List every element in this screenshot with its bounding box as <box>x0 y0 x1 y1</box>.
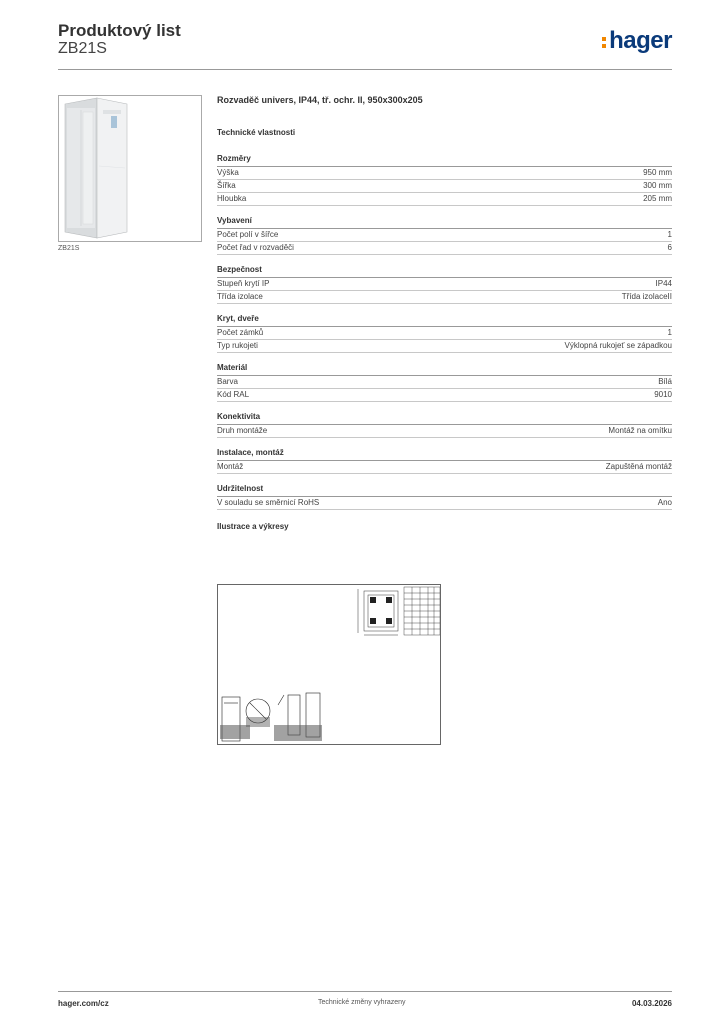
spec-content <box>217 95 672 531</box>
spec-label: Počet polí v šířce <box>217 230 279 239</box>
spec-value: IP44 <box>655 279 672 288</box>
cabinet-photo-icon <box>59 96 201 241</box>
section-dimensions <box>217 154 672 206</box>
logo-text: hager <box>609 27 672 54</box>
spec-value: 9010 <box>654 390 672 399</box>
spec-value: Montáž na omítku <box>608 426 672 435</box>
spec-row <box>217 327 672 340</box>
spec-row <box>217 167 672 180</box>
section-title: Bezpečnost <box>217 265 672 278</box>
spec-row <box>217 193 672 206</box>
section-safety <box>217 265 672 304</box>
spec-row <box>217 340 672 353</box>
spec-label: Montáž <box>217 462 244 471</box>
hager-logo <box>602 29 672 53</box>
spec-label: Výška <box>217 168 239 177</box>
section-title: Vybavení <box>217 216 672 229</box>
section-equipment <box>217 216 672 255</box>
section-title: Kryt, dveře <box>217 314 672 327</box>
header-divider <box>58 69 672 70</box>
spec-label: Počet zámků <box>217 328 264 337</box>
spec-label: Stupeň krytí IP <box>217 279 270 288</box>
spec-label: Druh montáže <box>217 426 268 435</box>
logo-dots-icon <box>602 34 607 48</box>
spec-row <box>217 180 672 193</box>
spec-value: Zapuštěná montáž <box>605 462 672 471</box>
illustrations-box <box>217 584 441 745</box>
spec-row <box>217 242 672 255</box>
spec-value: 950 mm <box>643 168 672 177</box>
tech-props-title: Technické vlastnosti <box>217 128 296 137</box>
section-title: Rozměry <box>217 154 672 167</box>
spec-value: Třída izolaceII <box>621 292 672 301</box>
spec-row <box>217 425 672 438</box>
spec-value: 6 <box>667 243 672 252</box>
spec-label: Typ rukojeti <box>217 341 258 350</box>
spec-label: Třída izolace <box>217 292 263 301</box>
spec-value: 300 mm <box>643 181 672 190</box>
spec-row <box>217 291 672 304</box>
spec-label: Šířka <box>217 181 236 190</box>
section-sustainability <box>217 484 672 510</box>
spec-value: 1 <box>667 328 672 337</box>
footer-date: 04.03.2026 <box>631 999 672 1008</box>
spec-label: Počet řad v rozvaděči <box>217 243 294 252</box>
spec-label: Barva <box>217 377 238 386</box>
product-photo <box>58 95 202 242</box>
spec-value: Bílá <box>658 377 672 386</box>
spec-row <box>217 389 672 402</box>
spec-row <box>217 376 672 389</box>
spec-row <box>217 461 672 474</box>
spec-value: 205 mm <box>643 194 672 203</box>
spec-label: Kód RAL <box>217 390 250 399</box>
spec-label: Hloubka <box>217 194 247 203</box>
spec-value: 1 <box>667 230 672 239</box>
spec-value: Výklopná rukojeť se západkou <box>564 341 672 350</box>
footer-url[interactable]: hager.com/cz <box>58 999 109 1008</box>
illustrations-title: Ilustrace a výkresy <box>217 522 289 531</box>
spec-row <box>217 497 672 510</box>
section-title: Materiál <box>217 363 672 376</box>
section-title: Instalace, montáž <box>217 448 672 461</box>
spec-value: Ano <box>657 498 672 507</box>
section-title: Konektivita <box>217 412 672 425</box>
photo-caption: ZB21S <box>58 245 80 252</box>
section-title: Udržitelnost <box>217 484 672 497</box>
spec-label: V souladu se směrnicí RoHS <box>217 498 320 507</box>
footer-note: Technické změny vyhrazeny <box>318 999 406 1006</box>
section-cover-doors <box>217 314 672 353</box>
technical-drawings-icon <box>218 585 440 744</box>
footer-divider <box>58 991 672 992</box>
section-connectivity <box>217 412 672 438</box>
page-title: Produktový list <box>58 21 181 40</box>
section-material <box>217 363 672 402</box>
product-code: ZB21S <box>58 40 107 57</box>
spec-row <box>217 229 672 242</box>
spec-row <box>217 278 672 291</box>
section-installation <box>217 448 672 474</box>
product-title: Rozvaděč univers, IP44, tř. ochr. II, 950x300x205 <box>217 95 423 105</box>
